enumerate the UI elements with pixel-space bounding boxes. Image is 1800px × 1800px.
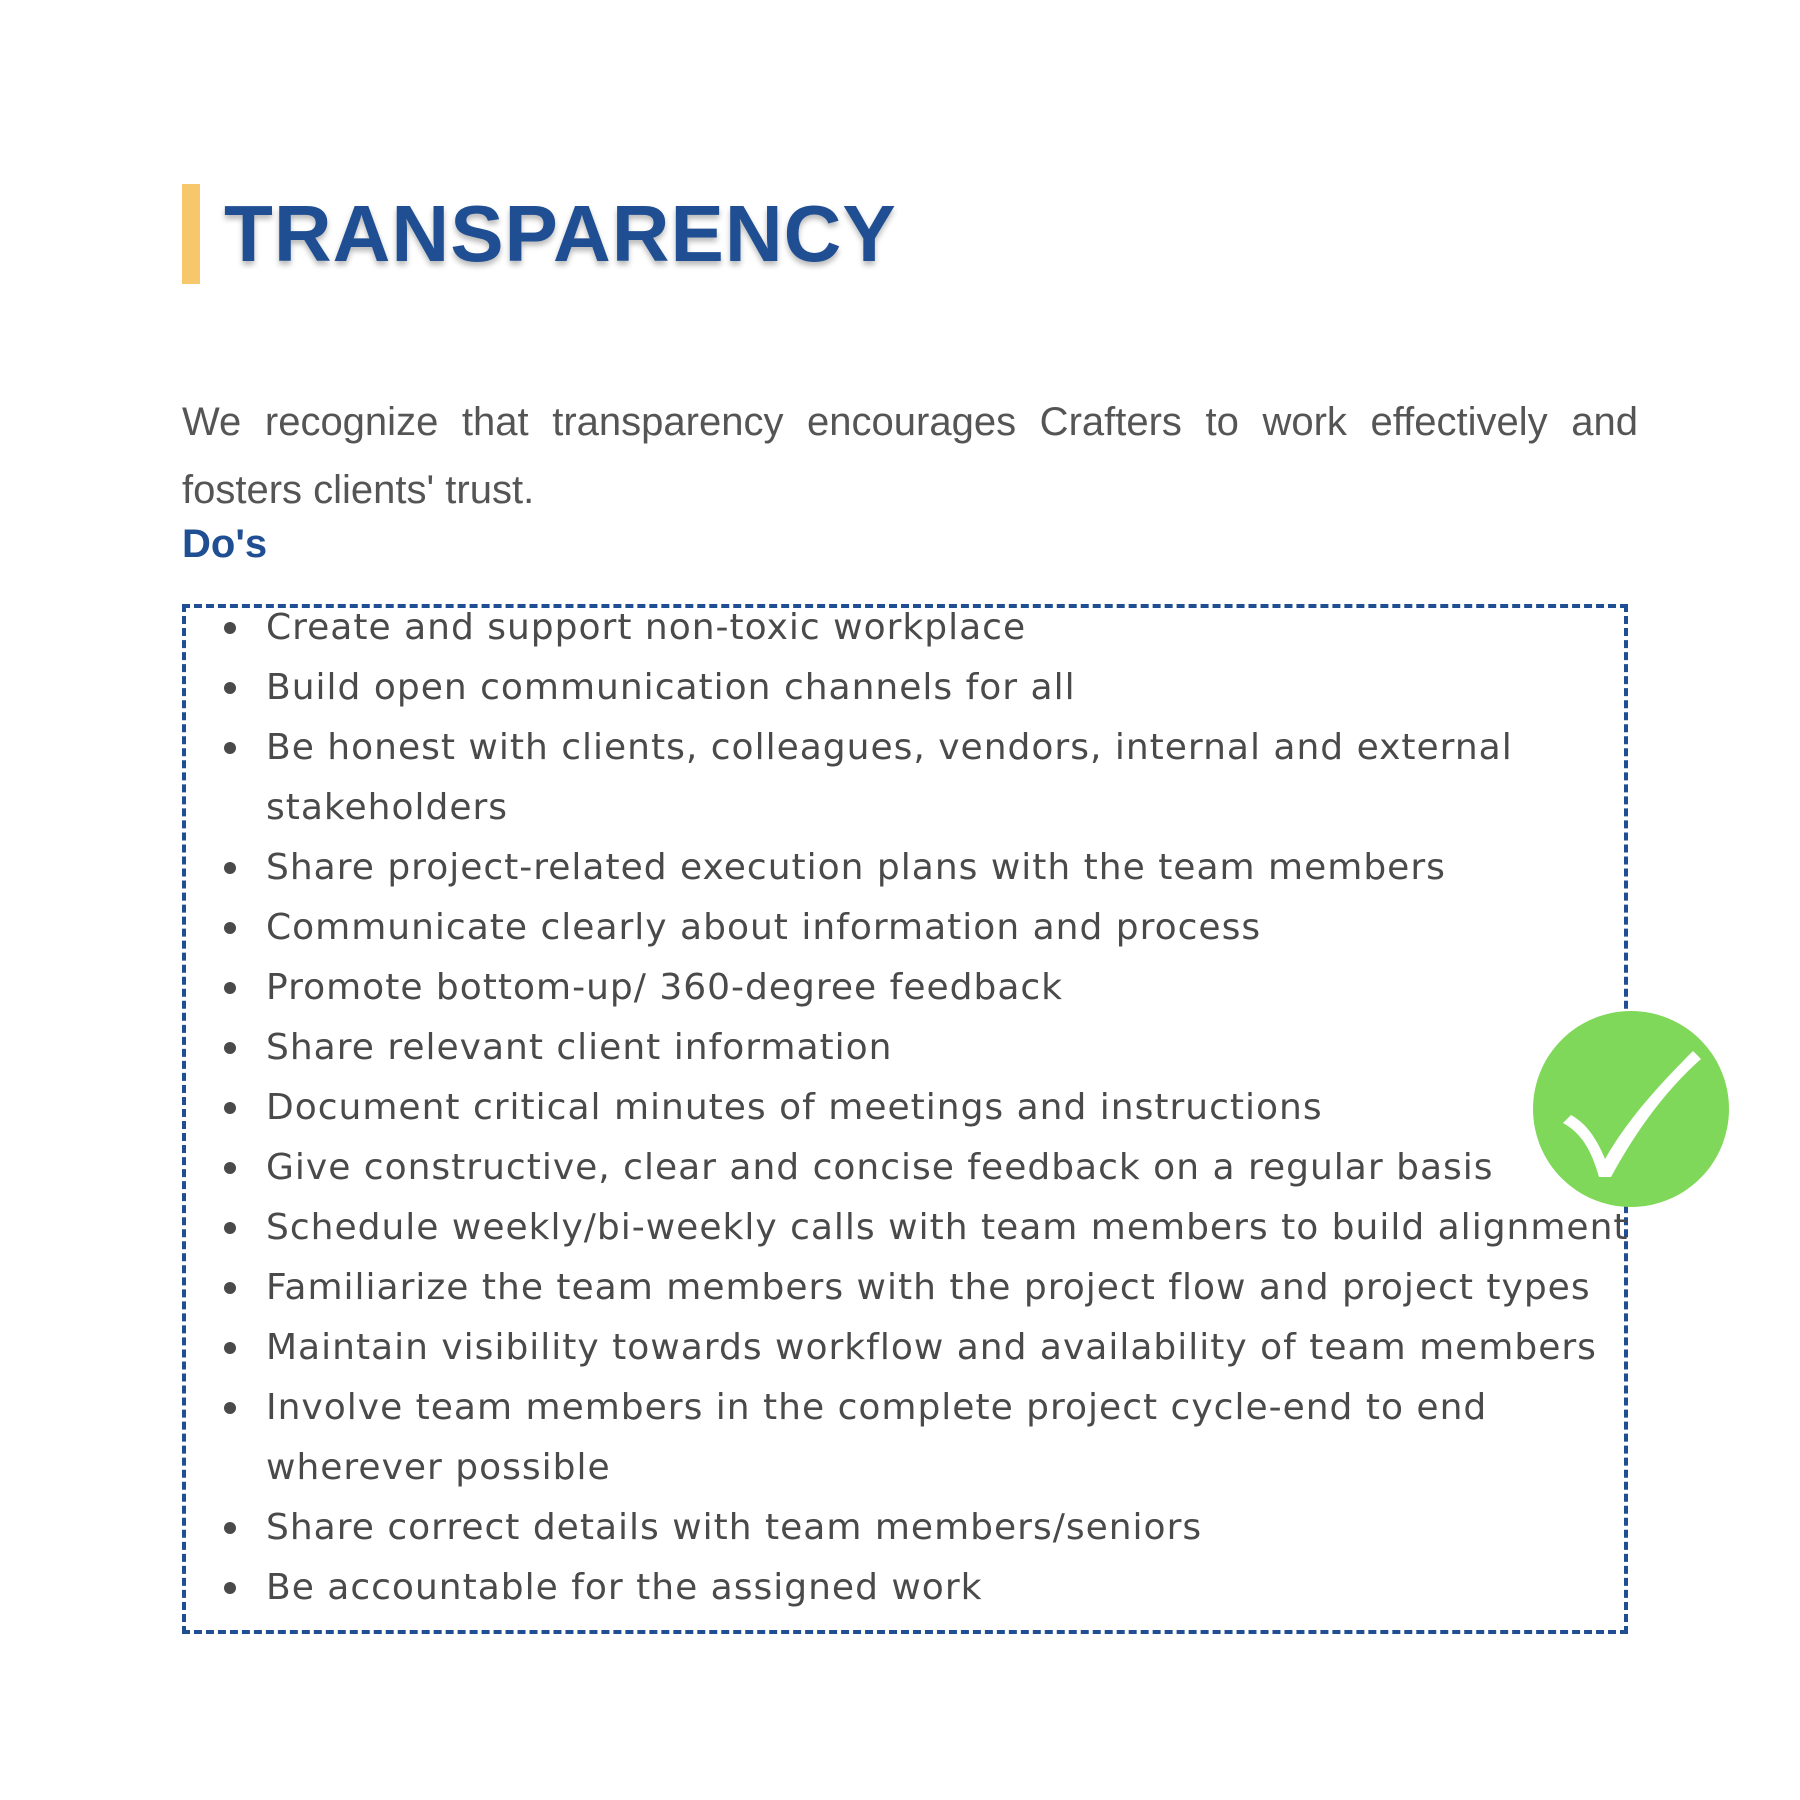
- list-item: [210, 838, 1630, 898]
- list-item: [210, 1558, 1630, 1618]
- list-item: [210, 1258, 1630, 1318]
- list-item-text: Be accountable for the assigned work: [266, 1567, 983, 1608]
- bullet-icon: [224, 1282, 236, 1294]
- dos-heading: Do's: [182, 522, 268, 566]
- list-item-text: Schedule weekly/bi-weekly calls with team members to build alignment: [266, 1207, 1629, 1248]
- list-item-text: Document critical minutes of meetings and instructions: [266, 1087, 1323, 1128]
- list-item: [210, 1198, 1630, 1258]
- list-item-text: Give constructive, clear and concise feedback on a regular basis: [266, 1147, 1494, 1188]
- intro-paragraph: We recognize that transparency encourages Crafters to work effectively and fosters clients' trust.: [182, 400, 1638, 512]
- list-item-text: Build open communication channels for all: [266, 667, 1076, 708]
- list-item: [210, 1078, 1630, 1138]
- bullet-icon: [224, 622, 236, 634]
- list-item-text: Promote bottom-up/ 360-degree feedback: [266, 967, 1064, 1008]
- checkmark-badge-graphic: [1533, 1011, 1729, 1207]
- list-item: [210, 958, 1630, 1018]
- list-item-text: Familiarize the team members with the project flow and project types: [266, 1267, 1591, 1308]
- bullet-icon: [224, 1342, 236, 1354]
- list-item: [210, 1318, 1630, 1378]
- bullet-icon: [224, 1102, 236, 1114]
- bullet-icon: [224, 1402, 236, 1414]
- list-item-text: Create and support non-toxic workplace: [266, 607, 1027, 648]
- list-item: [210, 598, 1630, 658]
- bullet-icon: [224, 682, 236, 694]
- bullet-icon: [224, 922, 236, 934]
- title-accent-bar: [182, 184, 200, 284]
- list-item-text: Share correct details with team members/seniors: [266, 1507, 1203, 1548]
- bullet-icon: [224, 1042, 236, 1054]
- list-item-text: Share project-related execution plans with the team members: [266, 847, 1446, 888]
- bullet-icon: [224, 1522, 236, 1534]
- list-item: [210, 1498, 1630, 1558]
- list-item-text: Be honest with clients, colleagues, vendors, internal and external stakeholders: [266, 727, 1513, 828]
- title-block: [182, 184, 897, 284]
- list-item: [210, 1138, 1630, 1198]
- list-item-text: Communicate clearly about information and process: [266, 907, 1262, 948]
- page-title: TRANSPARENCY: [224, 189, 897, 278]
- list-item: [210, 658, 1630, 718]
- list-item: [210, 1018, 1630, 1078]
- bullet-icon: [224, 1222, 236, 1234]
- list-item: [210, 898, 1630, 958]
- bullet-icon: [224, 1162, 236, 1174]
- list-item: [210, 1378, 1630, 1498]
- checkmark-icon: [1533, 1011, 1729, 1207]
- bullet-icon: [224, 742, 236, 754]
- bullet-icon: [224, 1582, 236, 1594]
- list-item-text: Involve team members in the complete project cycle-end to end wherever possible: [266, 1387, 1488, 1488]
- list-item-text: Share relevant client information: [266, 1027, 893, 1068]
- dos-list: [210, 598, 1630, 1618]
- bullet-icon: [224, 862, 236, 874]
- bullet-icon: [224, 982, 236, 994]
- list-item: [210, 718, 1630, 838]
- list-item-text: Maintain visibility towards workflow and availability of team members: [266, 1327, 1597, 1368]
